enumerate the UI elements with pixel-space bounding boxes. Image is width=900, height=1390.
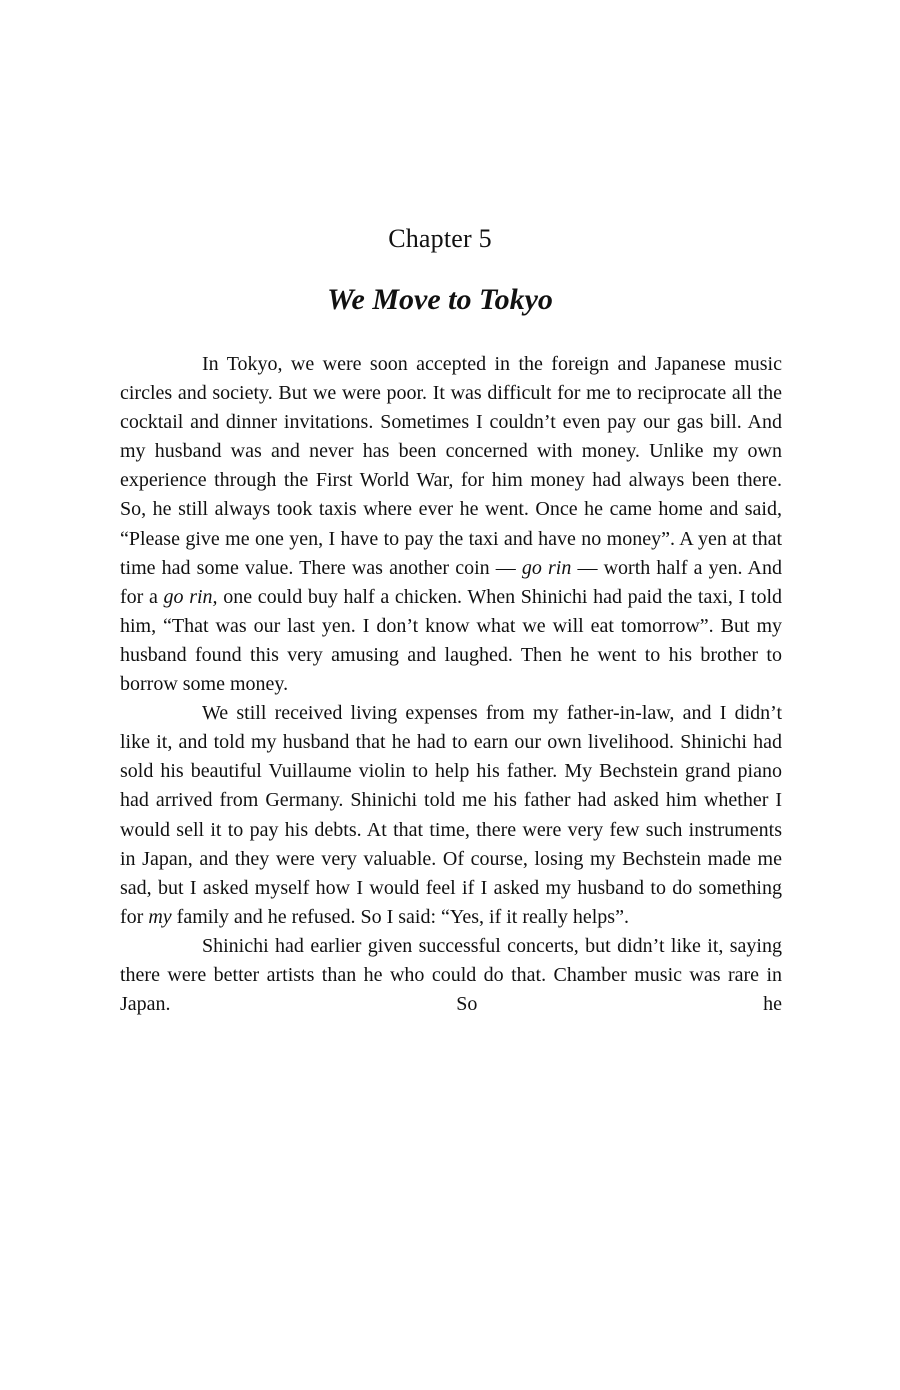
paragraph-3 [120, 932, 782, 1019]
body-text [120, 350, 782, 1019]
text-run: one could buy half a chicken. When Shinichi had paid the taxi, I told him, “That was our last yen. I don’t know what we will eat tomorrow”. But my husband found this very amusing and laughed. Then he went to his brother to borrow some money. [120, 585, 782, 696]
chapter-title: We Move to Tokyo [327, 283, 553, 316]
text-run: Shinichi had earlier given successful concerts, but didn’t like it, saying there were better artists than he who could do that. Chamber music was rare in Japan. So he [120, 934, 782, 1016]
italic-term: my [148, 905, 172, 928]
chapter-number: Chapter 5 [388, 224, 492, 253]
text-run: In Tokyo, we were soon accepted in the foreign and Japanese music circles and society. But we were poor. It was difficult for me to reciprocate all the cocktail and dinner invitations. Sometimes I couldn’t even pay our gas bill. And my husband was and never has been concerned with money. Unlike my own experience through the First World War, for him money had always been there. So, he still always took taxis where ever he went. Once he came home and said, “Please give me one yen, I have to pay the taxi and have no money”. A yen at that time had some value. There was another coin — [120, 353, 782, 579]
italic-term: go rin [521, 556, 572, 579]
text-run: family and he refused. So I said: “Yes, if it really helps”. [171, 905, 629, 928]
text-run: We still received living expenses from my father-in-law, and I didn’t like it, and told my husband that he had to earn our own livelihood. Shinichi had sold his beautiful Vuillaume violin to help his father. My Bechstein grand piano had arrived from Germany. Shinichi told me his father had asked him whether I would sell it to pay his debts. At that time, there were very few such instruments in Japan, and they were very valuable. Of course, losing my Bechstein made me sad, but I asked myself how I would feel if I asked my husband to do something for [120, 702, 782, 928]
paragraph-1 [120, 350, 782, 699]
paragraph-2 [120, 699, 782, 932]
text-run: — worth half a yen. And for a [120, 556, 782, 608]
italic-term: go rin, [163, 585, 218, 608]
